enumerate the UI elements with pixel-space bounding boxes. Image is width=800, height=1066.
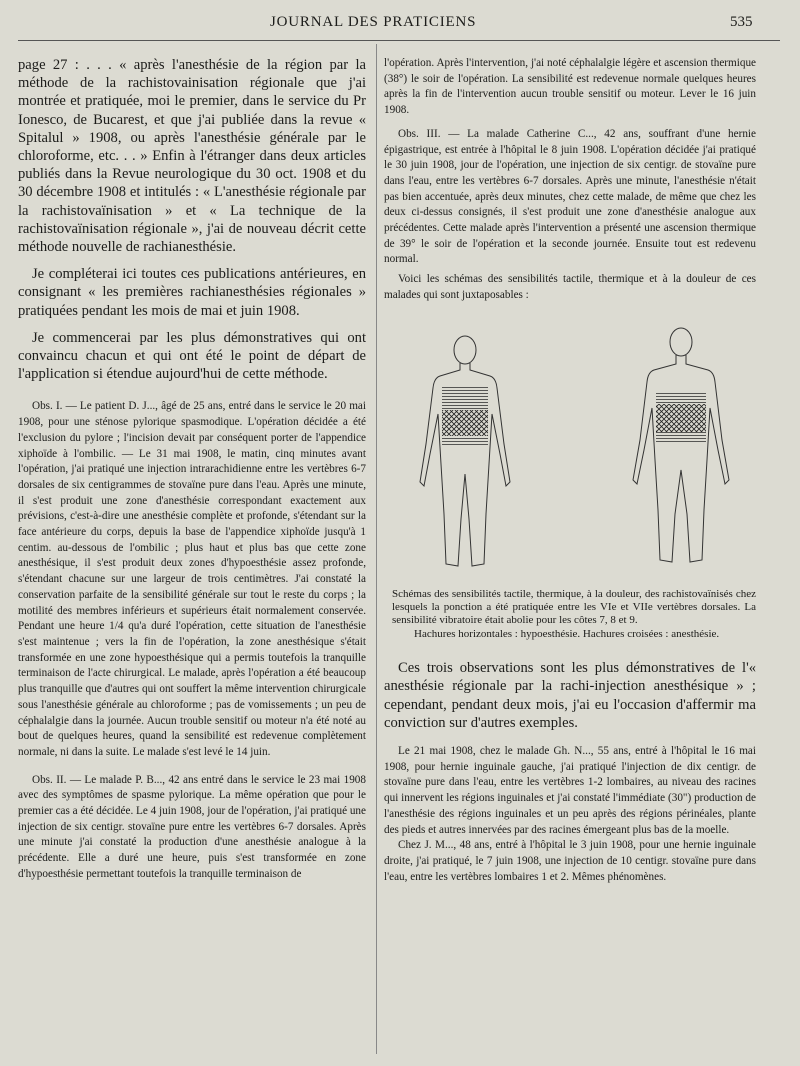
hypoesthesia-zone-front-upper <box>656 392 706 404</box>
page-number: 535 <box>730 14 753 30</box>
sensibility-diagram <box>384 314 756 584</box>
observation-1: Obs. I. — Le patient D. J..., âgé de 25 ans, entré dans le service le 20 mai 1908, pour une sténose pylorique spasmodique. L'opération décidée a été l'exclusion du pylore ; l'incision devait par conséquent porter de l'appendice xiphoïde à l'ombilic. — Le 31 mai 1908, le matin, cinq minutes avant l'opération, j'ai pratiqué une injection intrarachidienne entre les vertèbres 6-7 dorsales de six centigrammes de stovaïne pure dans l'eau. Après une minute, il s'est produit une zone d'anesthésie correspondant exactement aux prévisions, c'est-à-dire une anesthésie complète et profonde, s'étendant sur la face antérieure du corps, depuis la base de l'appendice xiphoïde jusqu'à 1 centim. au-dessous de l'ombilic ; plus haut et plus bas que cette zone anesthésique, il s'est produit deux zones d'hypoesthésie assez profonde, s'étendant chacune sur une largeur de trois centimètres. J'ai constaté la conservation parfaite de la sensibilité générale sur tout le reste du corps ; la motilité des membres inférieurs et supérieurs était normalement conservée. Pendant une heure 1/4 qu'a duré l'opération, cette situation de l'anesthésie s'est maintenue ; vers la fin de l'opération, la zone anesthésique s'était transformée en une zone hypoesthésique qui a permis toutefois la tranquille terminaison de l'acte chirurgical. Le malade, après l'opération a été beaucoup plus tranquille que d'autres qui ont souffert la même intervention chirurgicale sous l'anesthésie générale au chloroforme ; pas de vomissements ; un peu de céphalalgie dans la journée. Aucun trouble sensitif ou moteur n'a été noté au bout de quelques heures, quand la sensibilité est redevenue complètement normale, ni dans la suite. Le malade s'est levé le 14 juin. <box>18 400 366 758</box>
paragraph-obs2-continued: l'opération. Après l'intervention, j'ai noté céphalalgie légère et ascension thermique (38°) le soir de l'opération. La sensibilité est redevenue normale quelques heures après la fin de l'intervention aucun trouble sensitif ou moteur. Lever le 16 juin 1908. <box>384 57 756 117</box>
hypoesthesia-zone-back-lower <box>442 436 488 446</box>
anesthesia-zone-back <box>442 410 488 436</box>
paragraph-page27-quote: page 27 : . . . « après l'anesthésie de la région par la méthode de la rachistovainisation régionale que j'ai montrée et pratiquée, moi le premier, dans le service du Pr Ionesco, de Bucarest, et que j'ai publiée dans la revue « Spitalul » 1908, ou après l'anesthésie générale par le chloroforme, etc. . . » Enfin à l'étranger dans deux articles publiés dans la Revue neurologique du 30 oct. 1908 et du 30 décembre 1908 et intitulés : « L'anesthésie régionale par la rachistovaïnisation » et « La technique de la rachistovaïnisation régionale », j'ai de nouveau décrit cette méthode nouvelle de rachianesthésie. <box>18 57 366 256</box>
paragraph-case-gh-n: Le 21 mai 1908, chez le malade Gh. N..., 55 ans, entré à l'hôpital le 16 mai 1908, pour hernie inguinale gauche, j'ai pratiqué l'injection de dix centigr. de stovaïne pure dans l'eau, entre les vertèbres 1-2 lombaires, au niveau des racines qui innervent les régions inguinales et j'ai constaté l'immédiate (30") production de l'anesthésie des régions inguinales et un peu après des régions périnéales, plante des pieds et autres innervées par des racines émergeant plus bas de la moelle. <box>384 744 756 836</box>
paragraph-demonstratives: Je commencerai par les plus démonstratives qui ont convaincu chacun et qui ont été le point de départ de l'application si étendue aujourd'hui de cette méthode. <box>18 329 366 383</box>
figure-back-view <box>420 336 510 566</box>
paragraph-publications: Je compléterai ici toutes ces publications antérieures, en consignant « les premières rachianesthésies régionales » pratiquées pendant les mois de mai et juin 1908. <box>18 266 366 319</box>
paragraph-case-j-m: Chez J. M..., 48 ans, entré à l'hôpital le 3 juin 1908, pour une hernie inguinale droite, j'ai pratiqué, le 7 juin 1908, une injection de 10 centigr. stovaïne pure dans l'eau, entre les vertèbres lombaires 1 et 2. Mêmes phénomènes. <box>384 839 756 883</box>
caption-legend: Hachures horizontales : hypoesthésie. Hachures croisées : anesthésie. <box>414 627 720 640</box>
header-rule <box>18 40 780 41</box>
body-schemas-svg <box>384 314 756 584</box>
paragraph-conclusion: Ces trois observations sont les plus démonstratives de l'« anesthésie régionale par la rachi-injection anesthésique » ; cependant, pendant deux mois, j'ai eu l'occasion d'affermir ma conviction sur d'autres exemples. <box>384 660 756 731</box>
caption-main: Schémas des sensibilités tactile, thermique, à la douleur, des rachistovaïnisés chez lesquels la ponction a été pratiquée entre les VIe et VIIe vertèbres dorsales. La sensibilité vibratoire était abolie pour les côtes 7, 8 et 9. <box>392 587 756 627</box>
figure-front-view <box>633 328 729 562</box>
observation-2: Obs. II. — Le malade P. B..., 42 ans entré dans le service le 23 mai 1908 avec des symptômes de spasme pylorique. La même opération que pour le premier cas a été décidée. Le 4 juin 1908, jour de l'opération, j'ai pratiqué une injection de six centigr. stovaïne pure entre les vertèbres 6-7 dorsales. Après une minute j'ai constaté la production d'une anesthésie analogue à la précédente. Elle a duré une heure, puis s'est transformée en zone d'hypoesthésie permettant toutefois la tranquille terminaison de <box>18 773 366 880</box>
right-column <box>384 56 756 885</box>
hypoesthesia-zone-back-upper <box>442 386 488 410</box>
left-column <box>18 56 366 883</box>
hypoesthesia-zone-front-lower <box>656 432 706 442</box>
journal-title: JOURNAL DES PRATICIENS <box>270 14 477 30</box>
column-separator <box>376 44 377 1054</box>
paragraph-schemas-intro: Voici les schémas des sensibilités tactile, thermique et à la douleur de ces malades qui sont juxtaposables : <box>384 273 756 301</box>
figure-caption <box>384 588 756 642</box>
observation-3: Obs. III. — La malade Catherine C..., 42 ans, souffrant d'une hernie épigastrique, est entrée à l'hôpital le 8 juin 1908. L'opération décidée j'ai pratiqué le 30 juin 1908, jour de l'opération, une injection de six centigr. de stovaïne pure dans l'eau, entre les vertèbres 6-7 dorsales. Après une minute, l'anesthésie n'était pas bien accentuée, après deux minutes, chez cette malade, de même que chez les deux ci-dessus consignés, il s'est produit une zone d'anesthésie analogue aux précédentes. Cette malade après l'intervention a présenté une ascension thermique de 39° le soir de l'opération et la seconde journée. Ensuite tout est redevenu normal. <box>384 127 756 266</box>
running-header <box>0 14 800 36</box>
anesthesia-zone-front <box>656 404 706 432</box>
